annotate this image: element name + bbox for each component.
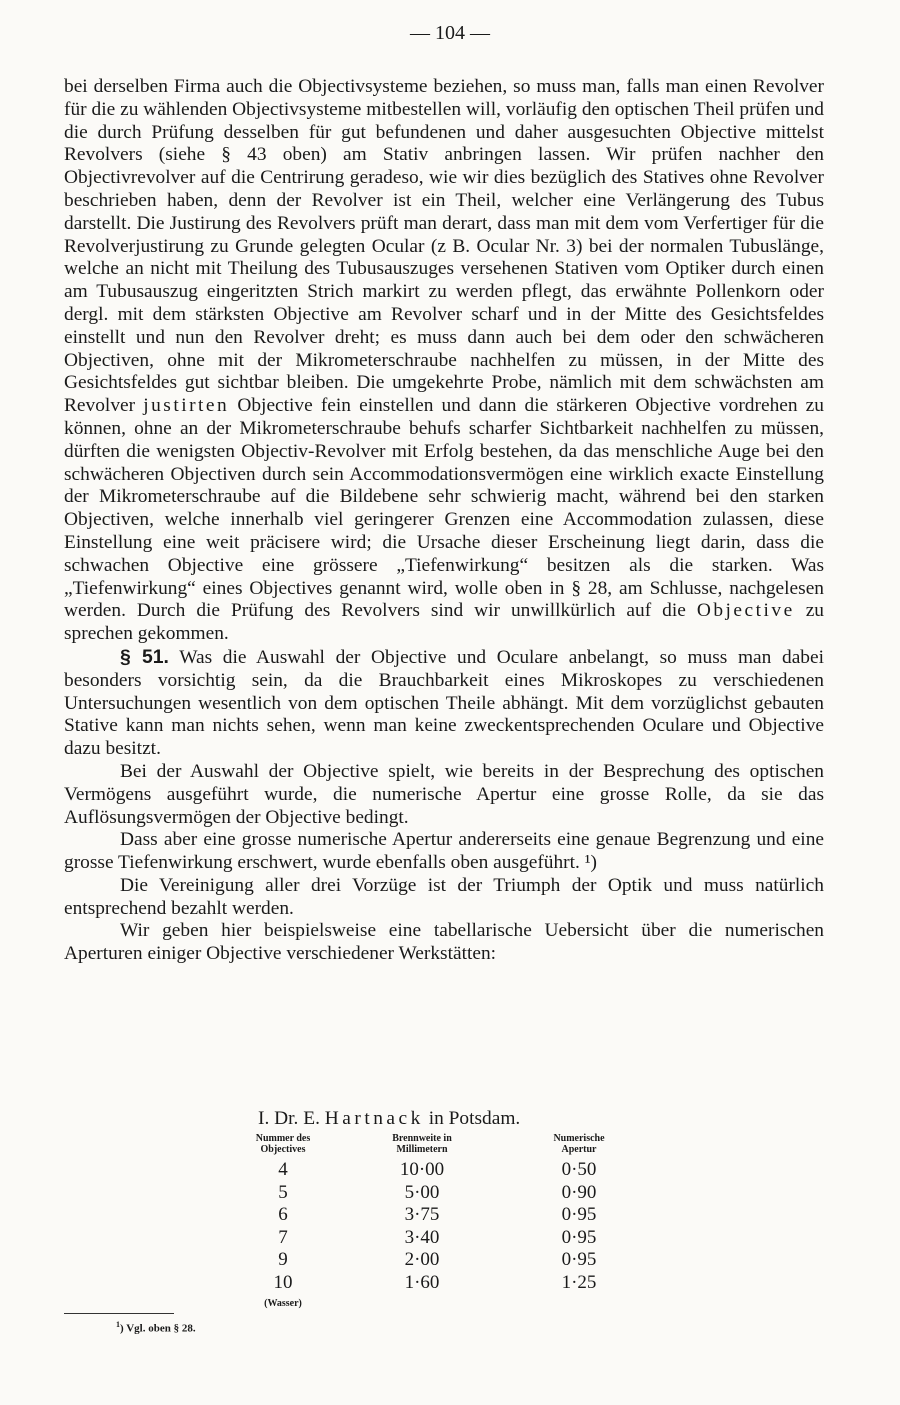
footnote: [116, 1320, 196, 1335]
water-immersion-note: (Wasser): [264, 1298, 302, 1309]
table-cell: 4: [278, 1159, 288, 1180]
body-text: [64, 76, 824, 966]
page-number-header: — 104 —: [410, 22, 490, 44]
footnote-marker: 1: [116, 1320, 120, 1329]
column-focal-lengths: [367, 1159, 477, 1295]
paragraph: [64, 920, 824, 966]
paragraph: [64, 829, 824, 875]
text-run: bei derselben Firma auch die Objectivsysteme beziehen, so muss man, falls man einen Revolver für die zu wählenden Objectivsysteme mitbestellen will, vorläufig den optischen Theil prüfen und die durch Prüfung desselben für gut befundenen und daher ausgesuchten Objective mittelst Revolvers (siehe § 43 oben) am Stativ anbringen lassen. Wir prüfen nachher den Objectivrevolver auf die Centrirung geradeso, wie wir dies bezüglich des Statives ohne Revolver beschrieben haben, denn der Revolver ist ein Theil, welcher eine Verlängerung des Tubus darstellt. Die Justirung des Revolvers prüft man derart, dass man mit dem vom Verfertiger für die Revolverjustirung zu Grunde gelegten Ocular (z B. Ocular Nr. 3) bei der normalen Tubuslänge, welche an nicht mit Theilung des Tubusauszuges versehenen Stativen vom Optiker durch einen am Tubusauszug eingeritzten Strich markirt zu werden pflegt, das erwähnte Pollenkorn oder dergl. mit dem stärksten Objective am Revolver scharf und in der Mitte des Gesichtsfeldes einstellt und nun den Revolver dreht; es muss dann auch bei dem oder den schwächeren Objectiven, ohne mit der Mikrometerschraube nachhelfen zu müssen, in der Mitte des Gesichtsfeldes gut sichtbar bleiben. Die umgekehrte Probe, nämlich mit dem schwächsten am Revolver: [64, 76, 824, 417]
table-cell: 0·95: [561, 1226, 597, 1248]
footnote-divider: [64, 1313, 174, 1314]
table-cell: 0·95: [561, 1204, 597, 1226]
table-cell: 9: [278, 1249, 288, 1271]
table-title-suffix: in Potsdam.: [423, 1108, 521, 1129]
table-cell: 10: [273, 1271, 293, 1293]
text-run: Bei der Auswahl der Objective spielt, wie bereits in der Besprechung des optischen Vermögens ausgeführt wurde, die numerische Apertur eine grosse Rolle, da sie das Auflösungsvermögen der Objective bedingt.: [64, 760, 824, 828]
column-header-number: Nummer des Objectives: [255, 1133, 311, 1155]
table-cell: 6: [278, 1204, 288, 1226]
text-run: Wir geben hier beispielsweise eine tabellarische Uebersicht über die numerischen Aperturen einiger Objective verschiedener Werkstätten:: [64, 920, 824, 965]
table-cell: 2·00: [404, 1249, 440, 1271]
paragraph: [64, 875, 824, 921]
column-objective-numbers: [228, 1159, 338, 1295]
table-cell: 3·40: [404, 1226, 440, 1248]
table-cell: 10·00: [399, 1159, 445, 1180]
emphasis-spaced: Objective: [696, 600, 795, 622]
text-run: zu sprechen gekommen.: [64, 600, 824, 645]
table-title-prefix: I. Dr. E.: [258, 1108, 325, 1129]
text-run: Was die Auswahl der Objective und Oculare anbelangt, so muss man dabei besonders vorsichtig sein, da die Brauchbarkeit eines Mikroskopes zu verschiedenen Untersuchungen wesentlich von dem optischen Theile abhängt. Mit dem vorzüglichst gebauten Stative kann man nichts sehen, wenn man keine zweckentsprechenden Oculare und Objective dazu besitzt.: [64, 646, 824, 760]
table-cell: 7: [278, 1226, 288, 1248]
table-cell: 1·60: [404, 1271, 440, 1293]
column-apertures: [524, 1159, 634, 1295]
column-header-aperture: Numerische Apertur: [553, 1133, 605, 1155]
table-cell: 1·25: [561, 1271, 597, 1293]
text-run: Die Vereinigung aller drei Vorzüge ist der Triumph der Optik und muss natürlich entsprechend bezahlt werden.: [64, 874, 824, 919]
table-cell: 5·00: [404, 1181, 440, 1203]
text-run: Dass aber eine grosse numerische Apertur andererseits eine genaue Begrenzung und eine grosse Tiefenwirkung erschwert, wurde ebenfalls oben ausgeführt. ¹): [64, 829, 824, 874]
table-title: [258, 1108, 520, 1130]
emphasis-spaced: justirten: [143, 395, 230, 417]
text-run: Objective fein einstellen und dann die stärkeren Objective vordrehen zu können, ohne an der Mikrometerschraube behufs scharfer Sichtbarkeit nachhelfen zu müssen, dürften die wenigsten Objectiv-Revolver mit Erfolg bestehen, da das menschliche Auge bei den schwächeren Objectiven durch sein Accommodationsvermögen eine wirklich exacte Einstellung der Mikrometerschraube auf die Bildebene sehr schwierig macht, während bei den starken Objectiven, welche innerhalb viel geringerer Grenzen eine Accommodation zulassen, diese Einstellung eine weit präcisere wird; die Ursache dieser Erscheinung liegt darin, dass die schwachen Objective eine grössere „Tiefenwirkung“ besitzen als die starken. Was „Tiefenwirkung“ eines Objectives genannt wird, wolle oben in § 28, am Schlusse, nachgelesen werden. Durch die Prüfung des Revolvers sind wir unwillkürlich auf die: [64, 395, 824, 622]
section-number: § 51.: [120, 645, 169, 668]
column-header-focal-length: Brennweite in Millimetern: [392, 1133, 452, 1155]
table-cell: 0·50: [561, 1159, 597, 1180]
table-title-name: Hartnack: [324, 1108, 424, 1129]
table-cell: 0·95: [561, 1249, 597, 1271]
table-cell: 3·75: [404, 1204, 440, 1226]
paragraph: [64, 761, 824, 829]
footnote-text: ) Vgl. oben § 28.: [120, 1322, 196, 1335]
paragraph: [64, 646, 824, 761]
paragraph: [64, 76, 824, 646]
table-cell: 5: [278, 1181, 288, 1203]
table-cell: 0·90: [561, 1181, 597, 1203]
